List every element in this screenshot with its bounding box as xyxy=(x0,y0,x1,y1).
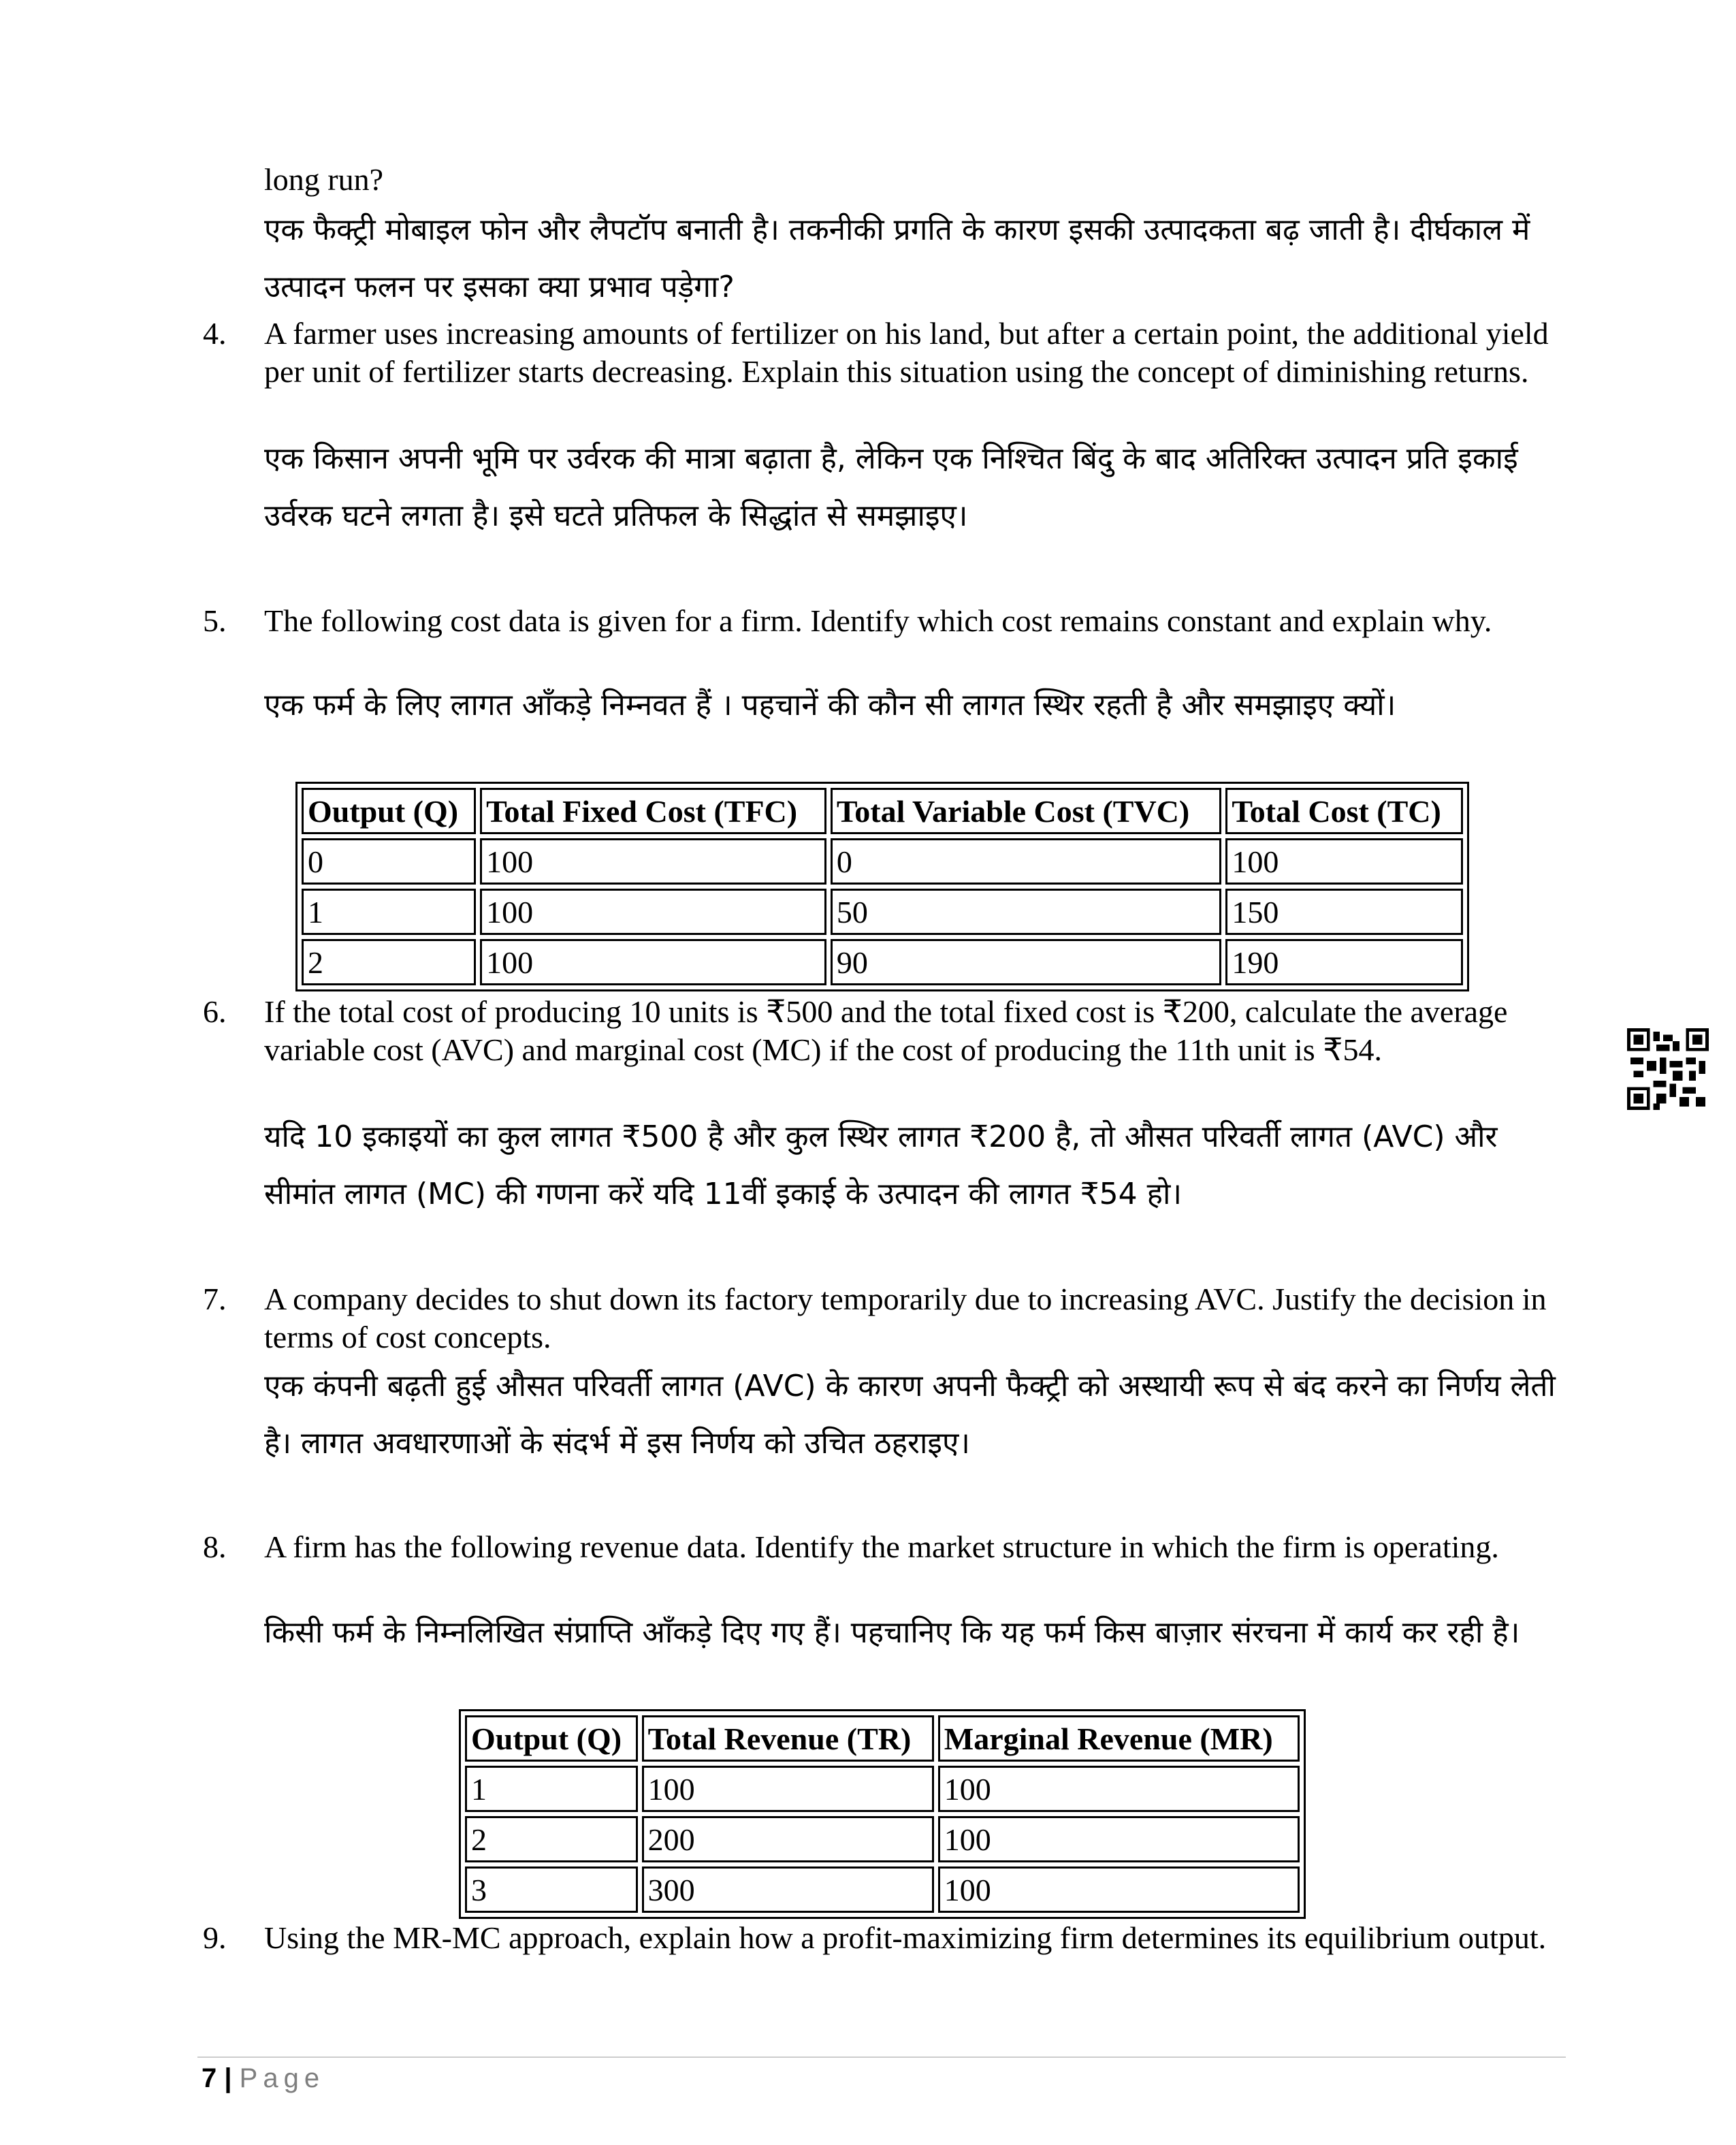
table-header-row xyxy=(302,788,1463,834)
table-cell: 300 xyxy=(642,1866,934,1913)
q9-english: Using the MR-MC approach, explain how a profit-maximizing firm determines its equilibrium output. xyxy=(264,1920,1547,1955)
table-cell: 2 xyxy=(302,939,476,985)
table-cell: 100 xyxy=(642,1766,934,1812)
question-number: 9. xyxy=(203,1920,227,1955)
q3-english-tail: long run? xyxy=(264,162,384,197)
table-header-row xyxy=(465,1715,1300,1762)
table-cell: 100 xyxy=(480,939,826,985)
table-cell: 50 xyxy=(831,889,1222,935)
table-row xyxy=(302,838,1463,885)
cost-table xyxy=(295,782,1469,991)
table-cell: 100 xyxy=(938,1816,1300,1862)
q4-hindi: एक किसान अपनी भूमि पर उर्वरक की मात्रा बढ़ाता है, लेकिन एक निश्चित बिंदु के बाद अतिरिक्त उत्पादन प्रति इकाई उर्वरक घटने लगता है। इसे घटते प्रतिफल के सिद्धांत से समझाइए। xyxy=(264,441,1518,533)
page-footer xyxy=(202,2063,325,2094)
table-row xyxy=(465,1766,1300,1812)
table-cell: 2 xyxy=(465,1816,638,1862)
q6-hindi: यदि 10 इकाइयों का कुल लागत ₹500 है और कुल स्थिर लागत ₹200 है, तो औसत परिवर्ती लागत (AVC) और सीमांत लागत (MC) की गणना करें यदि 11वीं इकाई के उत्पादन की लागत ₹54 हो। xyxy=(264,1119,1498,1211)
footer-divider xyxy=(197,2056,1566,2058)
question-number: 8. xyxy=(203,1529,227,1564)
table-cell: 100 xyxy=(1225,838,1463,885)
page-label: Page xyxy=(239,2063,325,2093)
column-header: Total Revenue (TR) xyxy=(642,1715,934,1762)
q3-hindi: एक फैक्ट्री मोबाइल फोन और लैपटॉप बनाती है। तकनीकी प्रगति के कारण इसकी उत्पादकता बढ़ जाती है। दीर्घकाल में उत्पादन फलन पर इसका क्या प्रभाव पड़ेगा? xyxy=(264,212,1530,304)
table-cell: 3 xyxy=(465,1866,638,1913)
qr-code-icon xyxy=(1627,1028,1709,1110)
table-cell: 0 xyxy=(831,838,1222,885)
table-cell: 90 xyxy=(831,939,1222,985)
column-header: Output (Q) xyxy=(465,1715,638,1762)
table-cell: 100 xyxy=(480,838,826,885)
table-row xyxy=(302,889,1463,935)
page-number: 7 xyxy=(202,2063,217,2093)
table-cell: 1 xyxy=(465,1766,638,1812)
footer-separator: | xyxy=(216,2063,240,2093)
column-header: Total Cost (TC) xyxy=(1225,788,1463,834)
table-cell: 1 xyxy=(302,889,476,935)
table-row xyxy=(302,939,1463,985)
table-cell: 200 xyxy=(642,1816,934,1862)
q5-english: The following cost data is given for a firm. Identify which cost remains constant and explain why. xyxy=(264,603,1492,638)
question-number: 7. xyxy=(203,1282,227,1316)
table-row xyxy=(465,1816,1300,1862)
table-row xyxy=(465,1866,1300,1913)
q7-english: A company decides to shut down its factory temporarily due to increasing AVC. Justify the decision in terms of cost concepts. xyxy=(264,1282,1547,1354)
q4-english: A farmer uses increasing amounts of fertilizer on his land, but after a certain point, the additional yield per unit of fertilizer starts decreasing. Explain this situation using the concept of diminishing returns. xyxy=(264,316,1549,389)
q8-hindi: किसी फर्म के निम्नलिखित संप्राप्ति आँकड़े दिए गए हैं। पहचानिए कि यह फर्म किस बाज़ार संरचना में कार्य कर रही है। xyxy=(264,1615,1520,1650)
table-cell: 100 xyxy=(480,889,826,935)
column-header: Total Variable Cost (TVC) xyxy=(831,788,1222,834)
revenue-table xyxy=(459,1709,1306,1919)
q7-hindi: एक कंपनी बढ़ती हुई औसत परिवर्ती लागत (AVC) के कारण अपनी फैक्ट्री को अस्थायी रूप से बंद करने का निर्णय लेती है। लागत अवधारणाओं के संदर्भ में इस निर्णय को उचित ठहराइए। xyxy=(264,1369,1556,1461)
question-number: 5. xyxy=(203,603,227,638)
column-header: Marginal Revenue (MR) xyxy=(938,1715,1300,1762)
table-cell: 150 xyxy=(1225,889,1463,935)
table-cell: 190 xyxy=(1225,939,1463,985)
table-cell: 100 xyxy=(938,1866,1300,1913)
q8-english: A firm has the following revenue data. Identify the market structure in which the firm is operating. xyxy=(264,1529,1499,1564)
table-cell: 0 xyxy=(302,838,476,885)
q5-hindi: एक फर्म के लिए लागत आँकड़े निम्नवत हैं । पहचानें की कौन सी लागत स्थिर रहती है और समझाइए क्यों। xyxy=(264,688,1396,722)
column-header: Output (Q) xyxy=(302,788,476,834)
q6-english: If the total cost of producing 10 units is ₹500 and the total fixed cost is ₹200, calculate the average variable cost (AVC) and marginal cost (MC) if the cost of producing the 11th unit is ₹54. xyxy=(264,994,1508,1067)
table-cell: 100 xyxy=(938,1766,1300,1812)
question-number: 4. xyxy=(203,316,227,351)
question-number: 6. xyxy=(203,994,227,1029)
column-header: Total Fixed Cost (TFC) xyxy=(480,788,826,834)
